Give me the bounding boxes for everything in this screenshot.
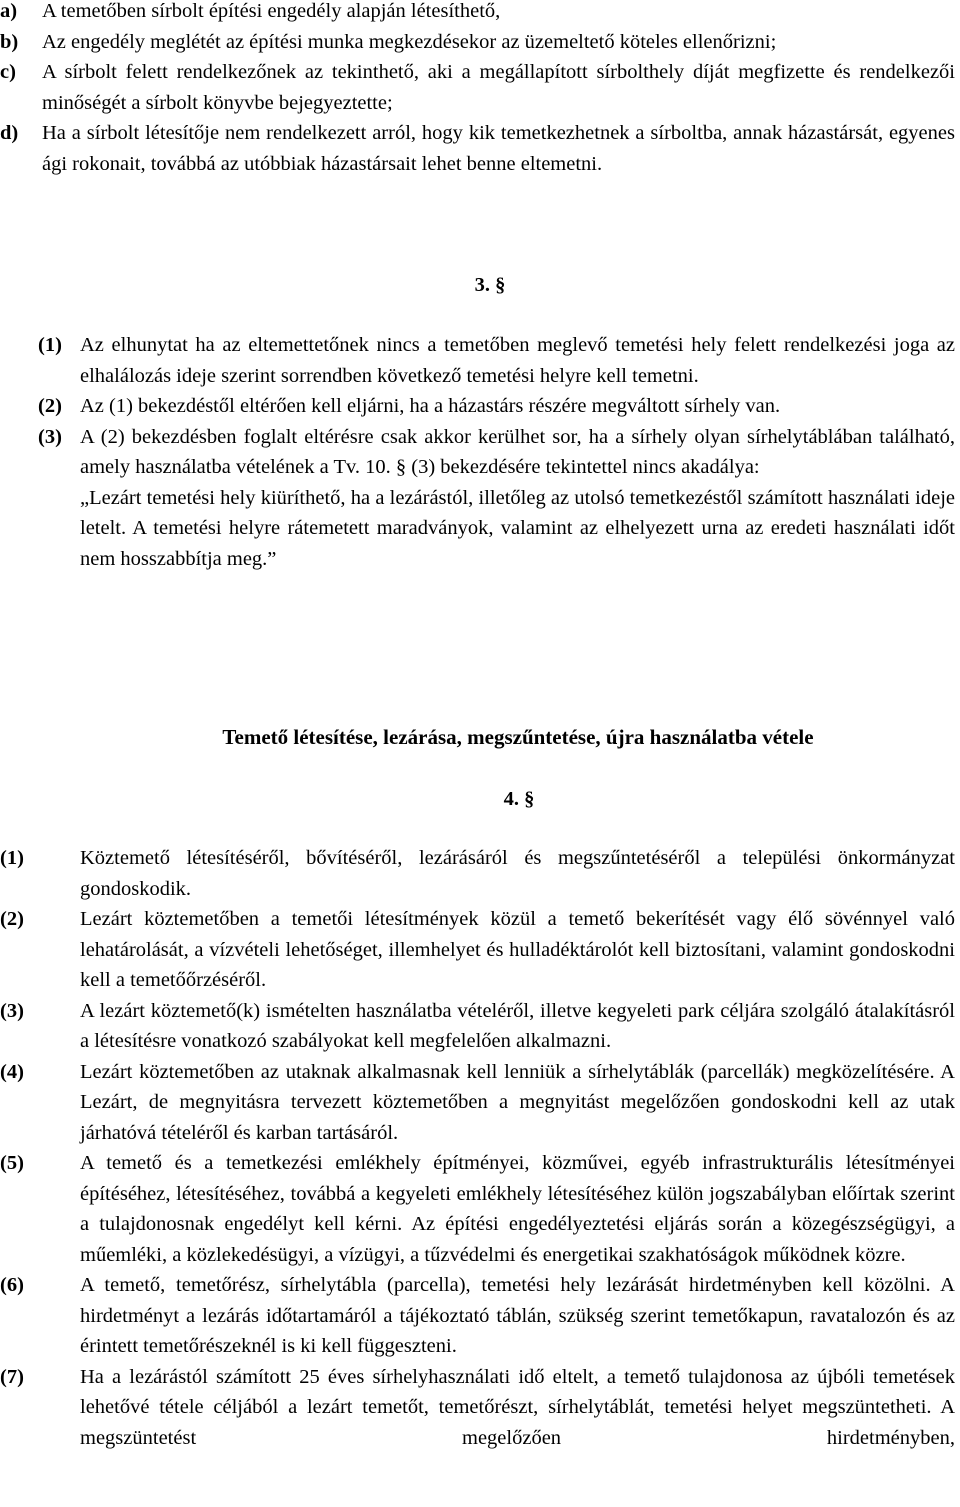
paragraph-7 [0, 1362, 955, 1454]
paragraph-text: Ha a lezárástól számított 25 éves sírhelyhasználati idő eltelt, a temető tulajdonosa az újbóli temetések lehetővé tétele céljából a lezárt temetőt, temetőrészt, sírhelytáblát, temetési helyet megszüntetheti. A megszüntetést megelőzően hirdetményben, [80, 1365, 955, 1449]
list-item-text: Az engedély meglétét az építési munka megkezdésekor az üzemeltető köteles ellenőrizni; [42, 30, 777, 53]
paragraph-1 [0, 843, 955, 904]
paragraph-5 [0, 1148, 955, 1270]
list-item-text: A sírbolt felett rendelkezőnek az tekinthető, aki a megállapított sírbolthely díját megfizette és rendelkezői minőségét a sírbolt könyvbe bejegyeztette; [42, 61, 955, 114]
paragraph-text: Az elhunytat ha az eltemettetőnek nincs a temetőben meglevő temetési hely felett rendelkezési joga az elhalálozás ideje szerint sorrendben következő temetési helyre kell temetni. [80, 334, 955, 387]
paragraph-text: A temető és a temetkezési emlékhely építményei, közművei, egyéb infrastrukturális létesítményei építéséhez, létesítéséhez, továbbá a kegyeleti emlékhely létesítéséhez külön jogszabályban előírtak szerint a tulajdonosnak engedélyt kell kérni. Az építési engedélyeztetési eljárás során a közegészségügyi, a műemléki, a közlekedésügyi, a vízügyi, a tűzvédelmi és energetikai szakhatóságok működnek közre. [80, 1152, 955, 1266]
section-4-paragraphs [0, 843, 955, 1453]
paragraph-marker: (2) [38, 395, 62, 417]
paragraph-marker: (3) [0, 999, 24, 1022]
paragraph-marker: (6) [0, 1274, 24, 1296]
quote-text: „Lezárt temetési hely kiüríthető, ha a lezárástól, illetőleg az utolsó temetkezéstől számított használati ideje letelt. A temetési helyre rátemetett maradványok, valamint az elhelyezett urna az eredeti használati időt nem hosszabbítja meg.” [80, 486, 955, 570]
paragraph-3 [0, 996, 955, 1057]
paragraph-text: Lezárt köztemetőben a temetői létesítmények közül a temető bekerítését vagy élő sövénnyel való lehatárolását, a vízvételi lehetőséget, illemhelyet és hulladéktárolót kell biztosítani, valamint gondoskodni kell a temetőőrzéséről. [80, 908, 955, 991]
list-item-b [0, 27, 955, 58]
list-marker: c) [0, 61, 16, 83]
paragraph-marker: (3) [38, 425, 62, 448]
paragraph-2 [0, 904, 955, 996]
paragraph-3 [38, 422, 955, 483]
section-number: 3. § [474, 274, 506, 296]
list-item-a [0, 0, 955, 27]
section-3-paragraphs [38, 330, 955, 574]
paragraph-marker: (5) [0, 1152, 24, 1174]
section-2-list [0, 0, 955, 179]
paragraph-marker: (1) [0, 847, 24, 869]
paragraph-text: A (2) bekezdésben foglalt eltérésre csak akkor kerülhet sor, ha a sírhely olyan sírhelytáblában található, amely használatba vételének a Tv. 10. § (3) bekezdésére tekintettel nincs akadálya: [80, 425, 955, 478]
chapter-heading: Temető létesítése, lezárása, megszűntetése, újra használatba vétele [222, 725, 814, 749]
paragraph-2 [38, 391, 955, 422]
list-item-d [0, 118, 955, 179]
list-marker: d) [0, 122, 19, 144]
paragraph-text: Az (1) bekezdéstől eltérően kell eljárni, ha a házastárs részére megváltott sírhely van. [80, 395, 781, 417]
paragraph-text: Köztemető létesítéséről, bővítéséről, lezárásáról és megszűntetéséről a települési önkormányzat gondoskodik. [80, 847, 955, 900]
section-number: 4. § [503, 788, 535, 810]
list-marker: a) [0, 0, 18, 22]
list-item-text: A temetőben sírbolt építési engedély alapján létesíthető, [42, 0, 501, 22]
paragraph-marker: (4) [0, 1060, 24, 1083]
paragraph-4 [0, 1057, 955, 1149]
paragraph-text: A temető, temetőrész, sírhelytábla (parcella), temetési hely lezárását hirdetményben kell közölni. A hirdetményt a lezárás időtartamáról a tájékoztató táblán, szükség szerint temetőkapun, ravatalozón és az érintett temetőrészeknél is ki kell függeszteni. [80, 1274, 955, 1357]
paragraph-text: A lezárt köztemető(k) ismételten használatba vételéről, illetve kegyeleti park céljára szolgáló átalakításról a létesítésre vonatkozó szabályokat kell megfelelően alkalmazni. [80, 999, 955, 1052]
paragraph-1 [38, 330, 955, 391]
paragraph-marker: (2) [0, 908, 24, 930]
list-item-text: Ha a sírbolt létesítője nem rendelkezett arról, hogy kik temetkezhetnek a sírboltba, annak házastársát, egyenes ági rokonait, továbbá az utóbbiak házastársait lehet benne eltemetni. [42, 122, 955, 175]
paragraph-text: Lezárt köztemetőben az utaknak alkalmasnak kell lenniük a sírhelytáblák (parcellák) megközelítésére. A Lezárt, de megnyitásra tervezett köztemetőben a megnyitást megelőzően gondoskodni kell az utak járhatóvá tételéről és karban tartásáról. [80, 1060, 955, 1144]
list-marker: b) [0, 30, 19, 53]
paragraph-6 [0, 1270, 955, 1362]
paragraph-marker: (1) [38, 334, 62, 356]
quoted-text [38, 483, 955, 575]
paragraph-marker: (7) [0, 1365, 24, 1388]
list-item-c [0, 57, 955, 118]
